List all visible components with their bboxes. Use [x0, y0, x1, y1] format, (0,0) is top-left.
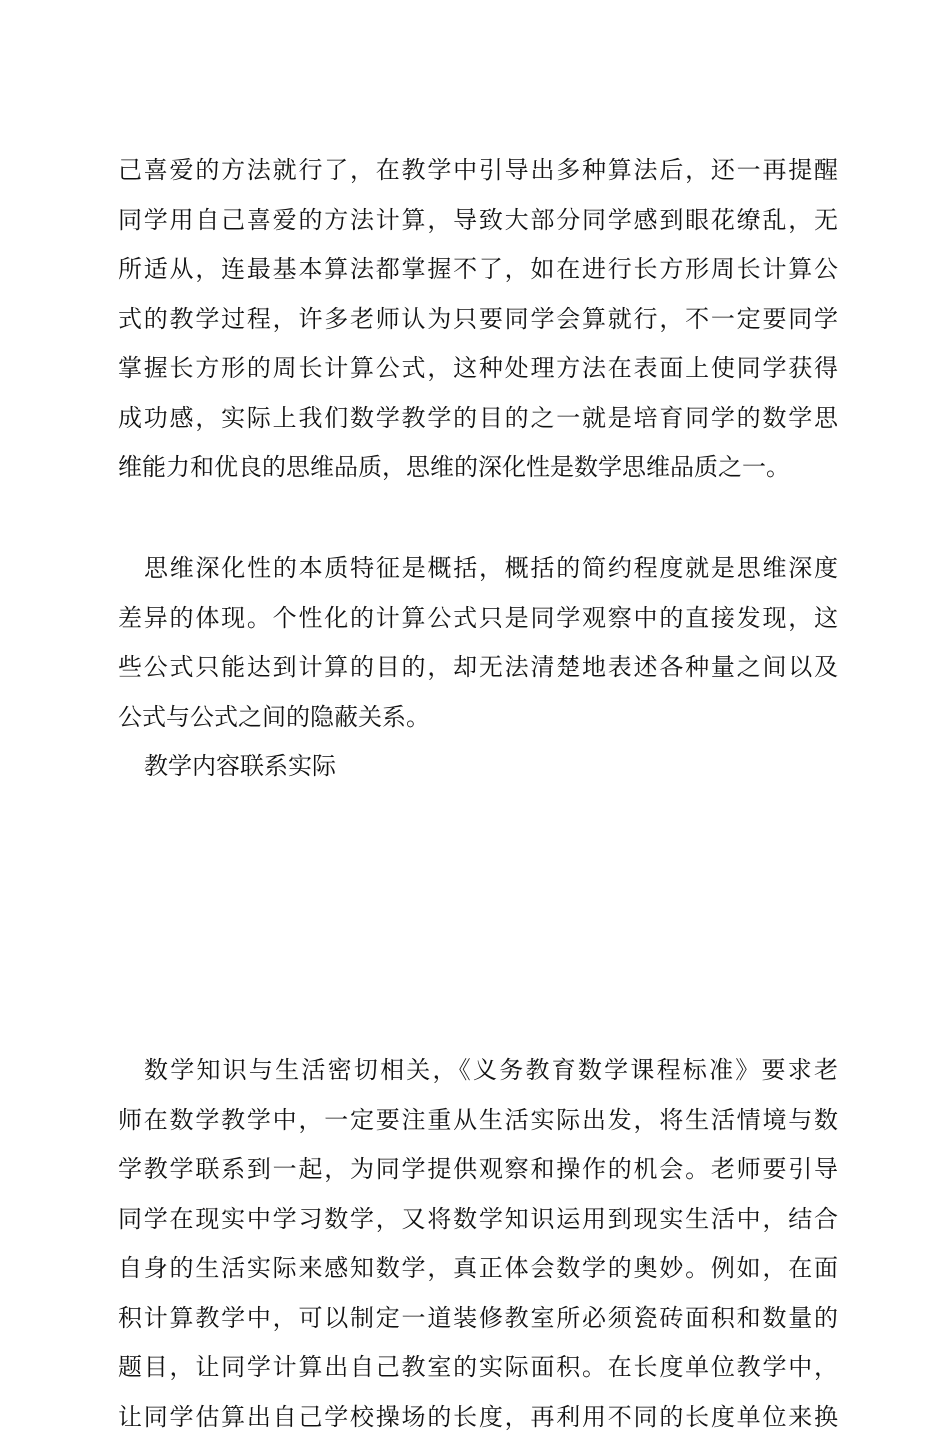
paragraph-2: [118, 544, 838, 792]
text-line: 数学知识与生活密切相关，《义务教育数学课程标准》要求老: [118, 1046, 838, 1096]
text-line: 所适从，连最基本算法都掌握不了，如在进行长方形周长计算公: [118, 245, 838, 295]
text-line: 学教学联系到一起，为同学提供观察和操作的机会。老师要引导: [118, 1145, 838, 1195]
paragraph-3: [118, 1046, 838, 1442]
text-line: 题目，让同学计算出自己教室的实际面积。在长度单位教学中，: [118, 1343, 838, 1393]
text-line: 思维深化性的本质特征是概括，概括的简约程度就是思维深度: [118, 544, 838, 594]
text-line: 差异的体现。个性化的计算公式只是同学观察中的直接发现，这: [118, 594, 838, 644]
text-line: 掌握长方形的周长计算公式，这种处理方法在表面上使同学获得: [118, 344, 838, 394]
text-line: 积计算教学中，可以制定一道装修教室所必须瓷砖面积和数量的: [118, 1294, 838, 1344]
text-line: 己喜爱的方法就行了，在教学中引导出多种算法后，还一再提醒: [118, 146, 838, 196]
text-line: 公式与公式之间的隐蔽关系。: [118, 693, 838, 743]
text-line: 同学用自己喜爱的方法计算，导致大部分同学感到眼花缭乱，无: [118, 196, 838, 246]
text-line: 自身的生活实际来感知数学，真正体会数学的奥妙。例如，在面: [118, 1244, 838, 1294]
section-heading: 教学内容联系实际: [118, 742, 838, 792]
text-line: 师在数学教学中，一定要注重从生活实际出发，将生活情境与数: [118, 1096, 838, 1146]
text-line: 成功感，实际上我们数学教学的目的之一就是培育同学的数学思: [118, 394, 838, 444]
text-line: 些公式只能达到计算的目的，却无法清楚地表述各种量之间以及: [118, 643, 838, 693]
text-line: 式的教学过程，许多老师认为只要同学会算就行，不一定要同学: [118, 295, 838, 345]
text-line: 让同学估算出自己学校操场的长度，再利用不同的长度单位来换: [118, 1393, 838, 1442]
text-line: 维能力和优良的思维品质，思维的深化性是数学思维品质之一。: [118, 443, 838, 493]
text-line: 同学在现实中学习数学，又将数学知识运用到现实生活中，结合: [118, 1195, 838, 1245]
paragraph-1: [118, 146, 838, 493]
